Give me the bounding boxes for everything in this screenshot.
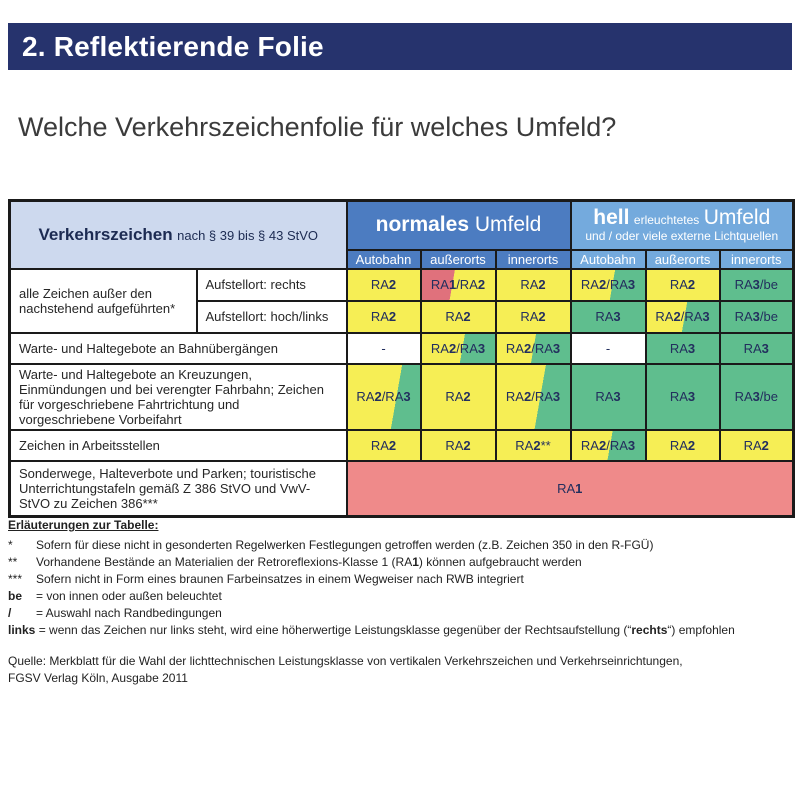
colhead-autobahn-normal: Autobahn — [347, 250, 421, 269]
cell-value: RA1 — [347, 461, 794, 517]
footnotes-block — [8, 517, 792, 687]
footnote-item — [8, 571, 792, 588]
cell-value: RA2/RA3 — [496, 333, 571, 364]
cell-value: RA3/be — [720, 364, 794, 430]
footnote-marker: be — [8, 589, 23, 603]
foil-environment-table — [8, 199, 795, 518]
cell-value: RA2 — [421, 301, 496, 333]
colhead-ausserorts-hell: außerorts — [646, 250, 720, 269]
source-block — [8, 653, 792, 687]
footnote-marker: * — [8, 538, 13, 552]
section-title-bar — [8, 23, 792, 70]
source-line1: Quelle: Merkblatt für die Wahl der lichttechnischen Leistungsklasse von vertikalen Verkehrszeichen und Verkehrseinrichtungen, — [8, 654, 683, 668]
footnote-item — [8, 537, 792, 554]
footnote-marker: ** — [8, 555, 18, 569]
row-label: Zeichen in Arbeitsstellen — [10, 430, 347, 461]
cell-value: RA2/RA3 — [421, 333, 496, 364]
colhead-autobahn-hell: Autobahn — [571, 250, 646, 269]
table-row — [10, 364, 794, 430]
table-row — [10, 430, 794, 461]
row-label: alle Zeichen außer den nachstehend aufgeführten* — [10, 269, 197, 333]
colhead-innerorts-hell: innerorts — [720, 250, 794, 269]
footnote-items — [8, 537, 792, 622]
cell-value: RA2 — [347, 301, 421, 333]
table-row — [10, 461, 794, 517]
header-normales-rest: Umfeld — [474, 213, 542, 237]
cell-value: RA2/RA3 — [496, 364, 571, 430]
cell-value: RA2 — [720, 430, 794, 461]
footnote-marker: / — [8, 606, 12, 620]
foil-environment-table-wrap — [8, 199, 795, 518]
cell-value: RA3 — [571, 301, 646, 333]
cell-value: RA2/RA3 — [571, 430, 646, 461]
footnote-text: = von innen oder außen beleuchtet — [36, 589, 222, 603]
footnote-text: Vorhandene Bestände an Materialien der Retroreflexions-Klasse 1 (RA1) können aufgebraucht werden — [36, 555, 582, 569]
cell-value: RA2/RA3 — [571, 269, 646, 301]
header-verkehrszeichen-title: Verkehrszeichen — [38, 224, 173, 244]
cell-value: RA2/RA3 — [646, 301, 720, 333]
header-group-normales-umfeld — [347, 201, 571, 250]
cell-value: - — [571, 333, 646, 364]
cell-value: RA2/RA3 — [347, 364, 421, 430]
cell-value: RA2 — [347, 269, 421, 301]
header-verkehrszeichen — [10, 201, 347, 269]
table-row — [10, 269, 794, 301]
header-hell-bold: hell — [593, 206, 630, 230]
cell-value: RA3/be — [720, 269, 794, 301]
cell-value: RA2 — [496, 301, 571, 333]
row-label: Warte- und Haltegebote an Bahnübergängen — [10, 333, 347, 364]
cell-value: RA2 — [421, 430, 496, 461]
page-question: Welche Verkehrszeichenfolie für welches Umfeld? — [18, 112, 617, 142]
source-line2: FGSV Verlag Köln, Ausgabe 2011 — [8, 671, 188, 685]
footnote-text: Sofern nicht in Form eines braunen Farbeinsatzes in einem Wegweiser nach RWB integriert — [36, 572, 524, 586]
cell-value: RA2 — [496, 269, 571, 301]
cell-value: RA2** — [496, 430, 571, 461]
table-row — [10, 333, 794, 364]
header-normales-bold: normales — [375, 213, 469, 237]
footnote-text: Sofern für diese nicht in gesonderten Regelwerken Festlegungen getroffen werden (z.B. Zeichen 350 in den R-FGÜ) — [36, 538, 654, 552]
row-label: Warte- und Haltegebote an Kreuzungen, Einmündungen und bei verengter Fahrbahn; Zeichen für vorgeschriebene Fahrtrichtung und vorgeschriebene Vorbeifahrt — [10, 364, 347, 430]
cell-value: RA2 — [421, 364, 496, 430]
section-title: 2. Reflektierende Folie — [22, 30, 324, 62]
cell-value: RA2 — [347, 430, 421, 461]
cell-value: RA2 — [646, 269, 720, 301]
cell-value: RA3 — [571, 364, 646, 430]
row-sublabel: Aufstellort: rechts — [197, 269, 347, 301]
cell-value: - — [347, 333, 421, 364]
header-verkehrszeichen-subtitle: nach § 39 bis § 43 StVO — [177, 227, 319, 243]
row-label: Sonderwege, Halteverbote und Parken; touristische Unterrichtungstafeln gemäß Z 386 StVO und VwV-StVO zu Zeichen 386*** — [10, 461, 347, 517]
footnote-links-line: links = wenn das Zeichen nur links steht, wird eine höherwertige Leistungsklasse gegenüber der Rechtsaufstellung (“rechts“) empfohlen — [8, 623, 735, 637]
footnote-marker: *** — [8, 572, 23, 586]
cell-value: RA3 — [720, 333, 794, 364]
footnote-item — [8, 588, 792, 605]
colhead-ausserorts-normal: außerorts — [421, 250, 496, 269]
header-hell-line2: und / oder viele externe Lichtquellen — [585, 229, 779, 244]
colhead-innerorts-normal: innerorts — [496, 250, 571, 269]
footnote-item — [8, 554, 792, 571]
cell-value: RA2 — [646, 430, 720, 461]
row-sublabel: Aufstellort: hoch/links — [197, 301, 347, 333]
header-hell-small: erleuchtetes — [633, 213, 700, 228]
footnote-text: = Auswahl nach Randbedingungen — [36, 606, 222, 620]
header-group-hell-umfeld — [571, 201, 794, 250]
cell-value: RA3 — [646, 364, 720, 430]
footnotes-heading: Erläuterungen zur Tabelle: — [8, 518, 159, 532]
footnote-item — [8, 605, 792, 622]
cell-value: RA3/be — [720, 301, 794, 333]
header-hell-large: Umfeld — [703, 206, 771, 230]
cell-value: RA1/RA2 — [421, 269, 496, 301]
cell-value: RA3 — [646, 333, 720, 364]
